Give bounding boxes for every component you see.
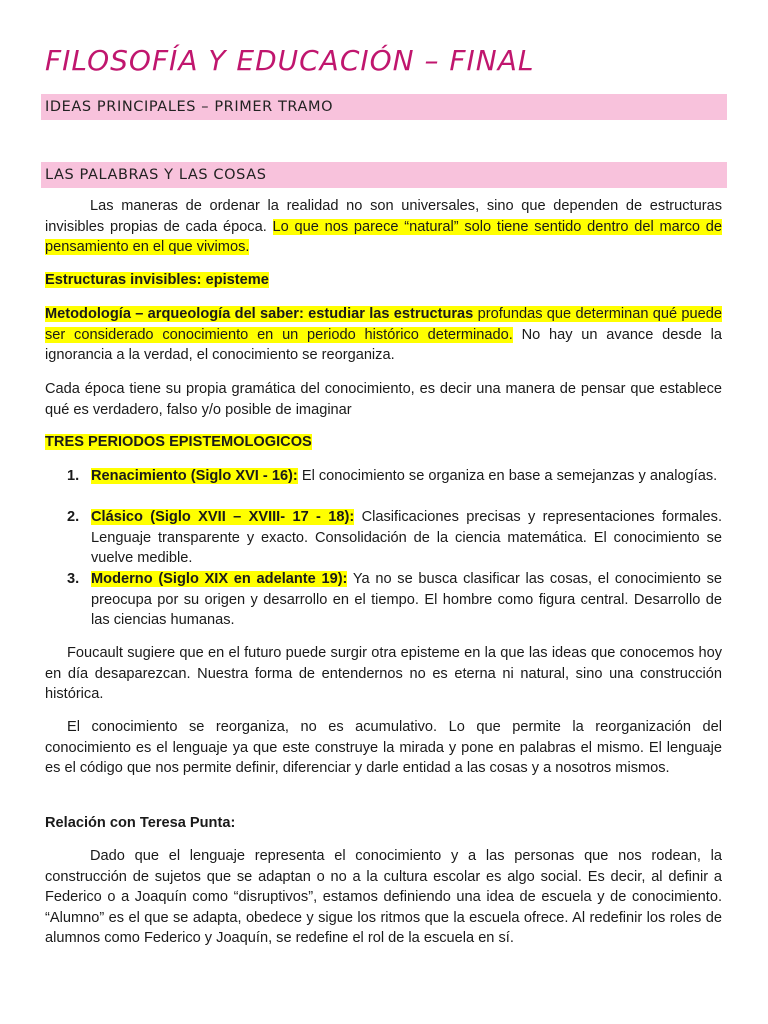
heading-relacion: Relación con Teresa Punta: [45, 815, 236, 831]
heading-periodos [45, 432, 722, 453]
list-item-heading: Clásico (Siglo XVII – XVIII- 17 - 18): [91, 509, 355, 525]
list-item-heading: Renacimiento (Siglo XVI - 16): [91, 468, 298, 484]
paragraph-metodologia [45, 304, 722, 366]
list-number: 2. [67, 509, 80, 525]
paragraph-foucault: Foucault sugiere que en el futuro puede surgir otra episteme en la que las ideas que conocemos hoy en día desaparezcan. Nuestra forma de entendernos no es eterna ni natural, sino una construcción histórica. [45, 645, 722, 702]
list-item-text: Clasificaciones precisas y representaciones formales. Lenguaje transparente y exacto. Consolidación de la ciencia matemática. El conocimiento se vuelve medible. [91, 509, 722, 566]
list-item [67, 466, 722, 487]
list-item-heading: Moderno (Siglo XIX en adelante 19): [91, 571, 348, 587]
document-title: FILOSOFÍA Y EDUCACIÓN – FINAL [45, 44, 535, 77]
paragraph-intro [45, 196, 722, 258]
list-number: 1. [67, 468, 80, 484]
list-number: 3. [67, 571, 80, 587]
highlighted-text: Lo que nos parece “natural” solo tiene sentido dentro del marco de pensamiento en el que vivimos. [45, 218, 722, 255]
section-heading-ideas: IDEAS PRINCIPALES – PRIMER TRAMO [41, 94, 727, 120]
metodologia-heading: Metodología – arqueología del saber: estudiar las estructuras [45, 306, 474, 322]
section-heading-palabras: LAS PALABRAS Y LAS COSAS [41, 162, 727, 188]
paragraph-text: No hay un avance desde la ignorancia a la verdad, el conocimiento se reorganiza. [45, 326, 723, 363]
list-item-text: Ya no se busca clasificar las cosas, el conocimiento se preocupa por su origen y desarrollo en el tiempo. El hombre como figura central. Desarrollo de las ciencias humanas. [91, 571, 722, 628]
heading-periodos-text: TRES PERIODOS EPISTEMOLOGICOS [45, 434, 312, 450]
heading-episteme-text: Estructuras invisibles: episteme [45, 272, 269, 288]
list-item [67, 507, 722, 569]
paragraph-gramatica: Cada época tiene su propia gramática del conocimiento, es decir una manera de pensar que establece qué es verdadero, falso y/o posible de imaginar [45, 381, 722, 418]
list-item-text: El conocimiento se organiza en base a semejanzas y analogías. [297, 468, 718, 484]
paragraph-relacion: Dado que el lenguaje representa el conocimiento y a las personas que nos rodean, la construcción de sujetos que se adaptan o no a la cultura escolar es algo social. Es decir, al definir a Federico o a Joaquín como “disruptivos”, estamos definiendo una idea de escuela y de conocimiento. “Alumno” es el que se adapta, obedece y sigue los ritmos que la escuela ofrece. Al redefinir los roles de alumnos como Federico y Joaquín, se redefine el rol de la escuela en sí. [45, 848, 722, 946]
paragraph-reorganiza: El conocimiento se reorganiza, no es acumulativo. Lo que permite la reorganización del conocimiento es el lenguaje ya que este construye la mirada y pone en palabras el mismo. El lenguaje es el código que nos permite definir, diferenciar y darle entidad a las cosas y a nosotros mismos. [45, 719, 722, 776]
paragraph-intro-text: Las maneras de ordenar la realidad no son universales, sino que dependen de estructuras invisibles propias de cada época. [45, 198, 722, 235]
heading-episteme [45, 270, 722, 291]
list-item [67, 569, 722, 631]
highlighted-text: profundas que determinan qué puede ser considerado conocimiento en un periodo histórico determinado. [45, 306, 722, 343]
